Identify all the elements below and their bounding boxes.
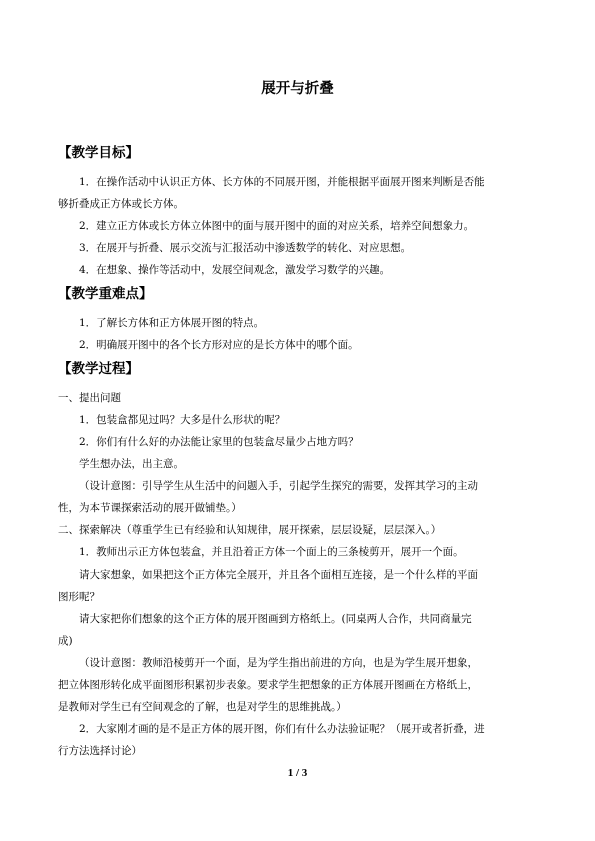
- process-imagine-line-2: 图形呢？: [58, 591, 100, 603]
- process-part-2-title: 二、探索解决（尊重学生已有经验和认知规律，展开探索，层层设疑，层层深入。）: [58, 524, 442, 536]
- process-design-intent-2-line-2: 把立体图形转化成平面图形积累初步表象。要求学生把想象的正方体展开图画在方格纸上，: [58, 679, 478, 691]
- process-step-1: 1．教师出示正方体包装盒，并且沿着正方体一个面上的三条棱剪开，展开一个面。: [79, 546, 464, 558]
- process-step-2-line-1: 2．大家刚才画的是不是正方体的展开图，你们有什么办法验证呢？（展开或者折叠，进: [79, 723, 485, 735]
- process-students-response: 学生想办法，出主意。: [79, 458, 184, 470]
- process-step-2-line-2: 行方法选择讨论）: [58, 745, 142, 757]
- objective-4: 4．在想象、操作等活动中，发展空间观念，激发学习数学的兴趣。: [79, 264, 391, 276]
- document-title: 展开与折叠: [261, 81, 334, 97]
- process-imagine-line-1: 请大家想象，如果把这个正方体完全展开，并且各个面相互连接，是一个什么样的平面: [79, 569, 478, 581]
- key-point-1: 1．了解长方体和正方体展开图的特点。: [79, 317, 265, 329]
- section-heading-objectives: 【教学目标】: [58, 145, 139, 161]
- process-design-intent-1-line-1: （设计意图：引导学生从生活中的问题入手，引起学生探究的需要，发挥其学习的主动: [79, 480, 478, 492]
- objective-3: 3．在展开与折叠、展示交流与汇报活动中渗透数学的转化、对应思想。: [79, 242, 412, 254]
- section-heading-process: 【教学过程】: [58, 361, 139, 377]
- process-question-1: 1．包装盒都见过吗？大多是什么形状的呢？: [79, 414, 286, 426]
- objective-1-line-1: 1．在操作活动中认识正方体、长方体的不同展开图，并能根据平面展开图来判断是否能: [79, 176, 485, 188]
- section-heading-key-points: 【教学重难点】: [58, 286, 153, 302]
- process-design-intent-2-line-3: 是教师对学生已有空间观念的了解，也是对学生的思维挑战。）: [58, 701, 347, 713]
- process-draw-line-1: 请大家把你们想象的这个正方体的展开图画到方格纸上。(同桌两人合作，共同商量完: [79, 613, 472, 625]
- process-draw-line-2: 成): [58, 635, 73, 647]
- page-number: 1 / 3: [287, 767, 308, 779]
- objective-1-line-2: 够折叠成正方体或长方体。: [58, 198, 184, 210]
- objective-2: 2．建立正方体或长方体立体图中的面与展开图中的面的对应关系，培养空间想象力。: [79, 220, 475, 232]
- process-design-intent-1-line-2: 性，为本节课探索活动的展开做铺垫。）: [58, 502, 242, 514]
- process-question-2: 2．你们有什么好的办法能让家里的包装盒尽量少占地方吗？: [79, 436, 359, 448]
- process-part-1-title: 一、提出问题: [58, 392, 121, 404]
- process-design-intent-2-line-1: （设计意图：教师沿棱剪开一个面，是为学生指出前进的方向，也是为学生展开想象，: [79, 657, 478, 669]
- key-point-2: 2．明确展开图中的各个长方形对应的是长方体中的哪个面。: [79, 339, 359, 351]
